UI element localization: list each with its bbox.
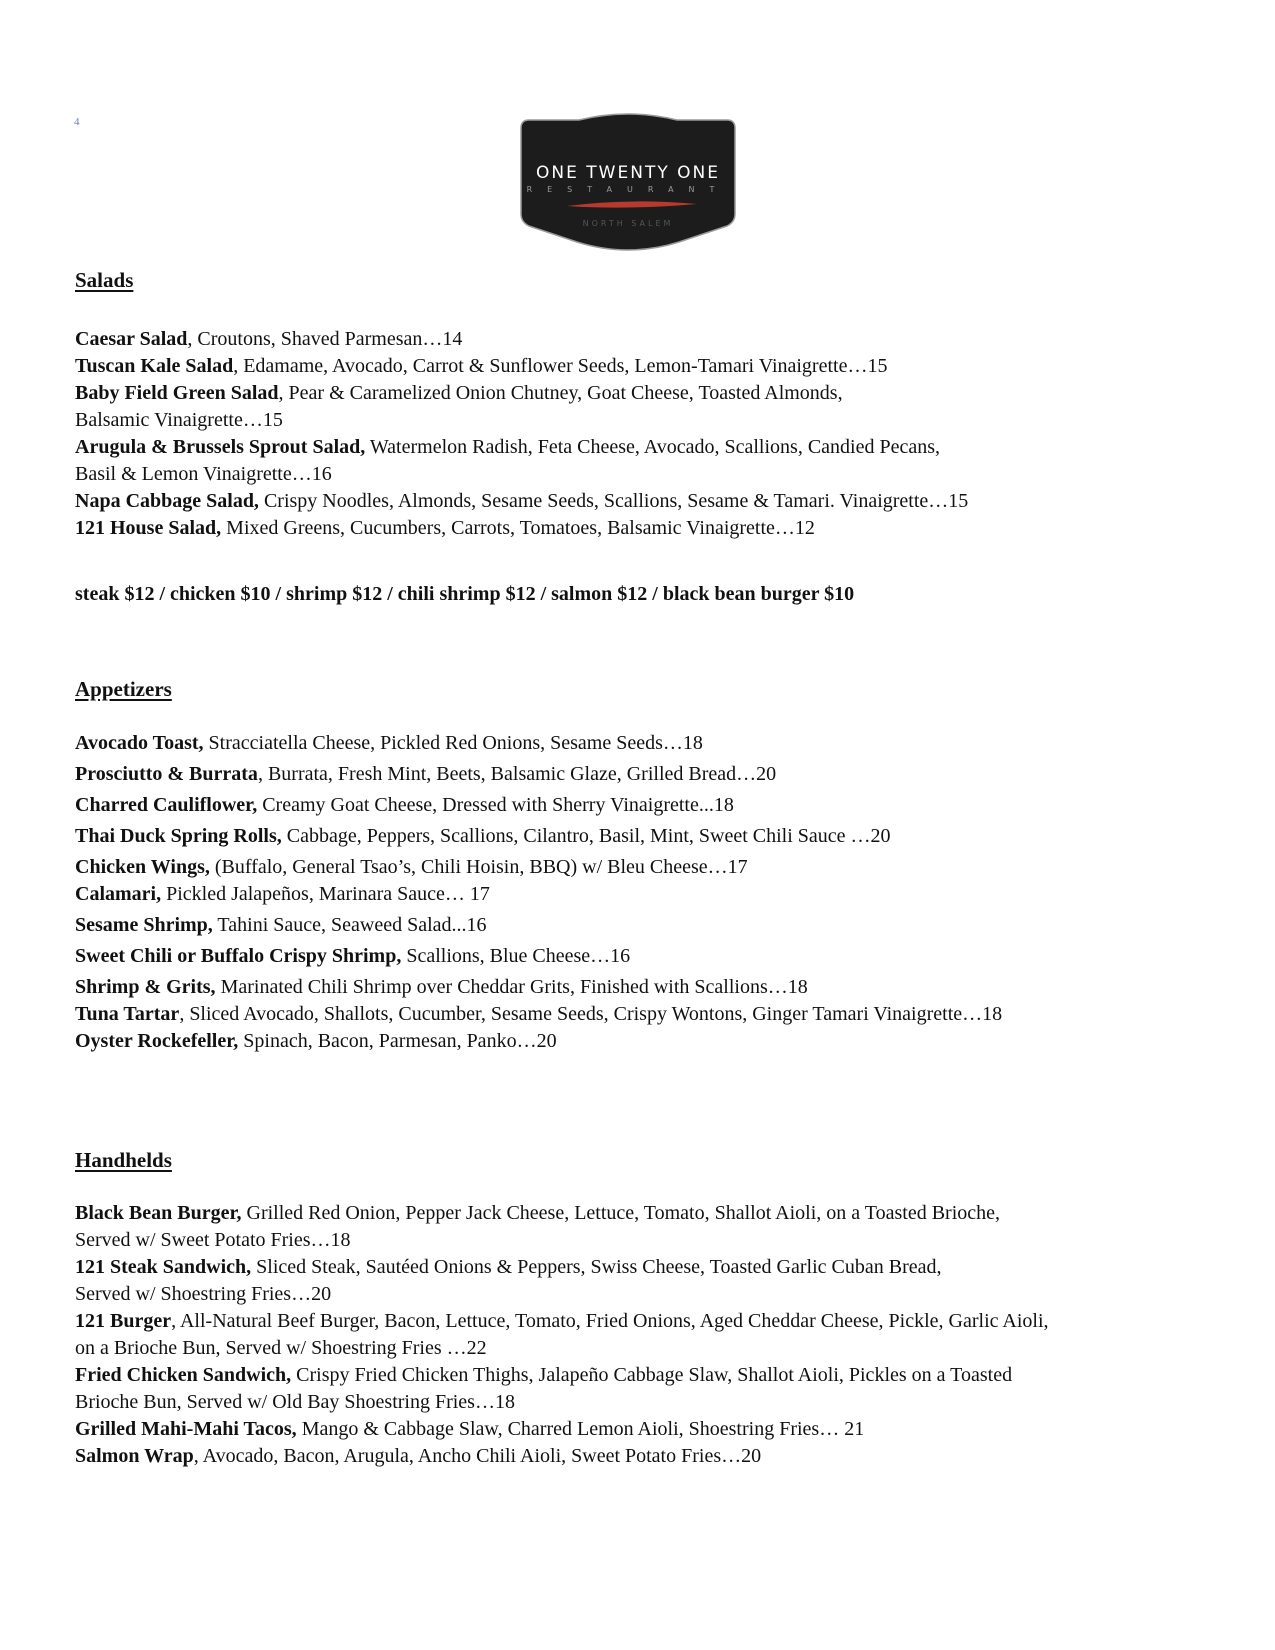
item-name: Fried Chicken Sandwich, [75, 1364, 292, 1386]
handhelds-heading: Handhelds [75, 1148, 172, 1172]
item-name: Arugula & Brussels Sprout Salad, [75, 436, 366, 458]
item-name: Baby Field Green Salad [75, 382, 279, 404]
menu-item [75, 1200, 1215, 1254]
item-description: , Sliced Avocado, Shallots, Cucumber, Sesame Seeds, Crispy Wontons, Ginger Tamari Vinaigrette…18 [179, 1003, 1003, 1025]
menu-item [75, 730, 1215, 757]
item-name: Prosciutto & Burrata [75, 763, 258, 785]
appetizers-heading: Appetizers [75, 677, 172, 701]
item-description: Stracciatella Cheese, Pickled Red Onions, Sesame Seeds…18 [203, 732, 703, 754]
item-name: Chicken Wings, [75, 856, 210, 878]
item-description: Spinach, Bacon, Parmesan, Panko…20 [238, 1030, 557, 1052]
item-name: Thai Duck Spring Rolls, [75, 825, 282, 847]
appetizers-list [75, 730, 1215, 1055]
item-description: Mixed Greens, Cucumbers, Carrots, Tomatoes, Balsamic Vinaigrette…12 [221, 517, 815, 539]
logo-line1: ONE TWENTY ONE [536, 163, 720, 183]
handhelds-list [75, 1200, 1215, 1470]
restaurant-logo [499, 112, 757, 260]
menu-item [75, 823, 1215, 850]
item-description-continued: Basil & Lemon Vinaigrette…16 [75, 463, 332, 485]
menu-item [75, 488, 1215, 515]
item-name: Tuna Tartar [75, 1003, 180, 1025]
item-name: Calamari, [75, 883, 162, 905]
item-description: Grilled Red Onion, Pepper Jack Cheese, Lettuce, Tomato, Shallot Aioli, on a Toasted Brioche, [241, 1202, 1001, 1224]
item-name: Tuscan Kale Salad [75, 355, 234, 377]
logo-line2: RESTAURANT [526, 185, 730, 194]
menu-item [75, 1028, 1215, 1055]
item-description: Crispy Fried Chicken Thighs, Jalapeño Cabbage Slaw, Shallot Aioli, Pickles on a Toasted [291, 1364, 1013, 1386]
salads-heading: Salads [75, 268, 134, 292]
item-description: Marinated Chili Shrimp over Cheddar Grits, Finished with Scallions…18 [215, 976, 808, 998]
item-name: Avocado Toast, [75, 732, 204, 754]
item-description-continued: Served w/ Sweet Potato Fries…18 [75, 1229, 351, 1251]
item-description-continued: Balsamic Vinaigrette…15 [75, 409, 283, 431]
item-description: Pickled Jalapeños, Marinara Sauce… 17 [161, 883, 490, 905]
item-name: Black Bean Burger, [75, 1202, 242, 1224]
menu-item [75, 943, 1215, 970]
item-name: Oyster Rockefeller, [75, 1030, 239, 1052]
item-name: Grilled Mahi-Mahi Tacos, [75, 1418, 297, 1440]
item-description: , Burrata, Fresh Mint, Beets, Balsamic Glaze, Grilled Bread…20 [257, 763, 777, 785]
item-name: Salmon Wrap [75, 1445, 194, 1467]
salad-addons: steak $12 / chicken $10 / shrimp $12 / chili shrimp $12 / salmon $12 / black bean burger $10 [75, 583, 855, 605]
item-description: , Pear & Caramelized Onion Chutney, Goat Cheese, Toasted Almonds, [278, 382, 843, 404]
menu-item [75, 326, 1215, 353]
item-description-continued: Served w/ Shoestring Fries…20 [75, 1283, 332, 1305]
menu-item [75, 515, 1215, 542]
item-name: Charred Cauliflower, [75, 794, 258, 816]
menu-item [75, 1362, 1215, 1416]
menu-item [75, 1254, 1215, 1308]
menu-item [75, 380, 1215, 434]
item-description: Creamy Goat Cheese, Dressed with Sherry Vinaigrette...18 [257, 794, 734, 816]
item-name: 121 Steak Sandwich, [75, 1256, 252, 1278]
corner-mark: 4 [74, 116, 80, 128]
menu-item [75, 1308, 1215, 1362]
item-name: Shrimp & Grits, [75, 976, 216, 998]
item-description: Cabbage, Peppers, Scallions, Cilantro, Basil, Mint, Sweet Chili Sauce …20 [281, 825, 891, 847]
salads-list [75, 326, 1215, 542]
item-description: Watermelon Radish, Feta Cheese, Avocado, Scallions, Candied Pecans, [365, 436, 941, 458]
item-name: 121 House Salad, [75, 517, 222, 539]
item-description: , Avocado, Bacon, Arugula, Ancho Chili Aioli, Sweet Potato Fries…20 [193, 1445, 762, 1467]
item-description: Crispy Noodles, Almonds, Sesame Seeds, Scallions, Sesame & Tamari. Vinaigrette…15 [258, 490, 969, 512]
menu-item [75, 1443, 1215, 1470]
menu-item [75, 1001, 1215, 1028]
item-description: Scallions, Blue Cheese…16 [401, 945, 631, 967]
item-description: , Edamame, Avocado, Carrot & Sunflower Seeds, Lemon-Tamari Vinaigrette…15 [233, 355, 888, 377]
logo-line3: NORTH SALEM [582, 219, 674, 228]
menu-item [75, 792, 1215, 819]
item-name: Napa Cabbage Salad, [75, 490, 259, 512]
item-description: (Buffalo, General Tsao’s, Chili Hoisin, BBQ) w/ Bleu Cheese…17 [209, 856, 748, 878]
item-description-continued: Brioche Bun, Served w/ Old Bay Shoestring Fries…18 [75, 1391, 515, 1413]
item-description: , Croutons, Shaved Parmesan…14 [187, 328, 463, 350]
menu-item [75, 761, 1215, 788]
item-name: Sesame Shrimp, [75, 914, 213, 936]
menu-item [75, 974, 1215, 1001]
item-description-continued: on a Brioche Bun, Served w/ Shoestring Fries …22 [75, 1337, 487, 1359]
item-description: Sliced Steak, Sautéed Onions & Peppers, Swiss Cheese, Toasted Garlic Cuban Bread, [251, 1256, 942, 1278]
menu-item [75, 881, 1215, 908]
menu-item [75, 434, 1215, 488]
item-description: Tahini Sauce, Seaweed Salad...16 [212, 914, 487, 936]
item-description: Mango & Cabbage Slaw, Charred Lemon Aioli, Shoestring Fries… 21 [296, 1418, 865, 1440]
menu-item [75, 854, 1215, 881]
item-name: Sweet Chili or Buffalo Crispy Shrimp, [75, 945, 402, 967]
menu-item [75, 353, 1215, 380]
item-name: Caesar Salad [75, 328, 188, 350]
menu-item [75, 1416, 1215, 1443]
item-description: , All-Natural Beef Burger, Bacon, Lettuce, Tomato, Fried Onions, Aged Cheddar Cheese, Pickle, Garlic Aioli, [171, 1310, 1049, 1332]
menu-item [75, 912, 1215, 939]
item-name: 121 Burger [75, 1310, 172, 1332]
